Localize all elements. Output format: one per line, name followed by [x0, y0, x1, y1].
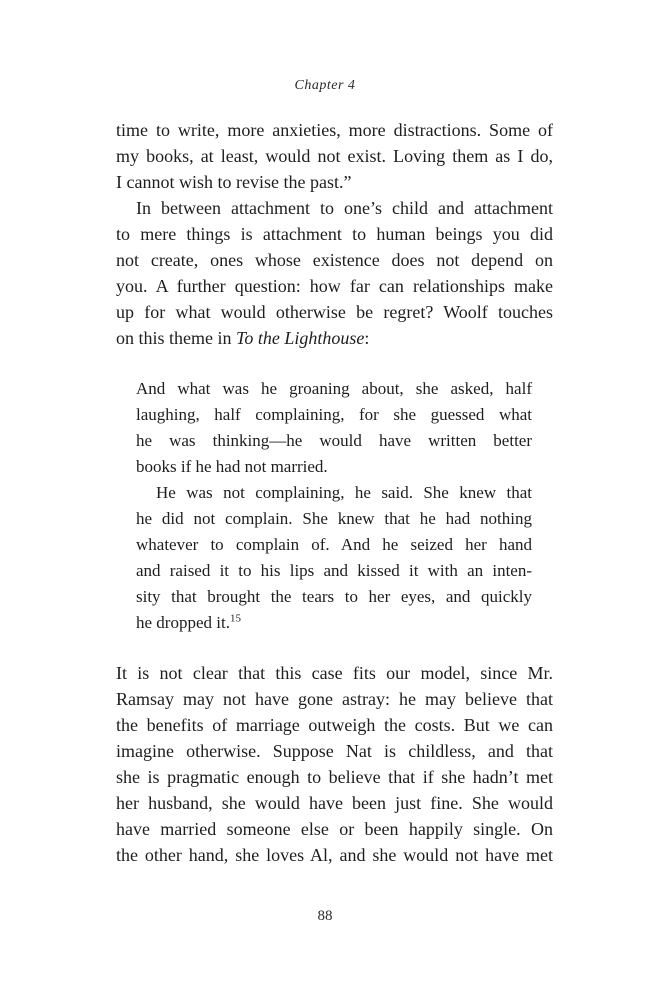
quote-line: he did not complain. She knew that he had nothing: [136, 509, 532, 528]
text-line: the benefits of marriage outweigh the costs. But we can: [116, 715, 553, 735]
quote-line: books if he had not married.: [136, 457, 328, 476]
footnote-reference[interactable]: 15: [229, 612, 241, 625]
quote-line: whatever to complain of. And he seized her hand: [136, 535, 532, 554]
text-line: the other hand, she loves Al, and she would not have met: [116, 845, 553, 865]
quote-line: laughing, half complaining, for she guessed what: [136, 405, 532, 424]
running-head: Chapter 4: [294, 78, 356, 93]
text-line: Ramsay may not have gone astray: he may believe that: [116, 689, 553, 709]
text-line: In between attachment to one’s child and attachment: [136, 198, 553, 218]
text-line: up for what would otherwise be regret? Woolf touches: [116, 302, 553, 322]
quote-line: and raised it to his lips and kissed it with an inten-: [136, 561, 532, 580]
quote-line: [136, 610, 532, 636]
book-title: To the Lighthouse: [236, 328, 365, 348]
text-fragment: :: [364, 328, 370, 348]
text-line: [116, 325, 553, 351]
quote-line: sity that brought the tears to her eyes, and quickly: [136, 587, 532, 606]
text-line: her husband, she would have been just fine. She would: [116, 793, 553, 813]
text-line: you. A further question: how far can relationships make: [116, 276, 553, 296]
text-line: I cannot wish to revise the past.”: [116, 172, 352, 192]
text-line: my books, at least, would not exist. Loving them as I do,: [116, 146, 553, 166]
text-line: It is not clear that this case fits our model, since Mr.: [116, 663, 553, 683]
text-fragment: on this theme in: [116, 328, 236, 348]
text-fragment: he dropped it.: [136, 613, 230, 632]
quote-line: And what was he groaning about, she asked, half: [136, 379, 532, 398]
text-line: have married someone else or been happily single. On: [116, 819, 553, 839]
text-line: not create, ones whose existence does not depend on: [116, 250, 553, 270]
text-line: to mere things is attachment to human beings you did: [116, 224, 553, 244]
text-line: time to write, more anxieties, more distractions. Some of: [116, 120, 553, 140]
page-number: 88: [317, 908, 333, 924]
text-line: she is pragmatic enough to believe that if she hadn’t met: [116, 767, 553, 787]
quote-line: he was thinking—he would have written better: [136, 431, 532, 450]
text-line: imagine otherwise. Suppose Nat is childless, and that: [116, 741, 553, 761]
quote-line: He was not complaining, he said. She knew that: [156, 483, 532, 502]
